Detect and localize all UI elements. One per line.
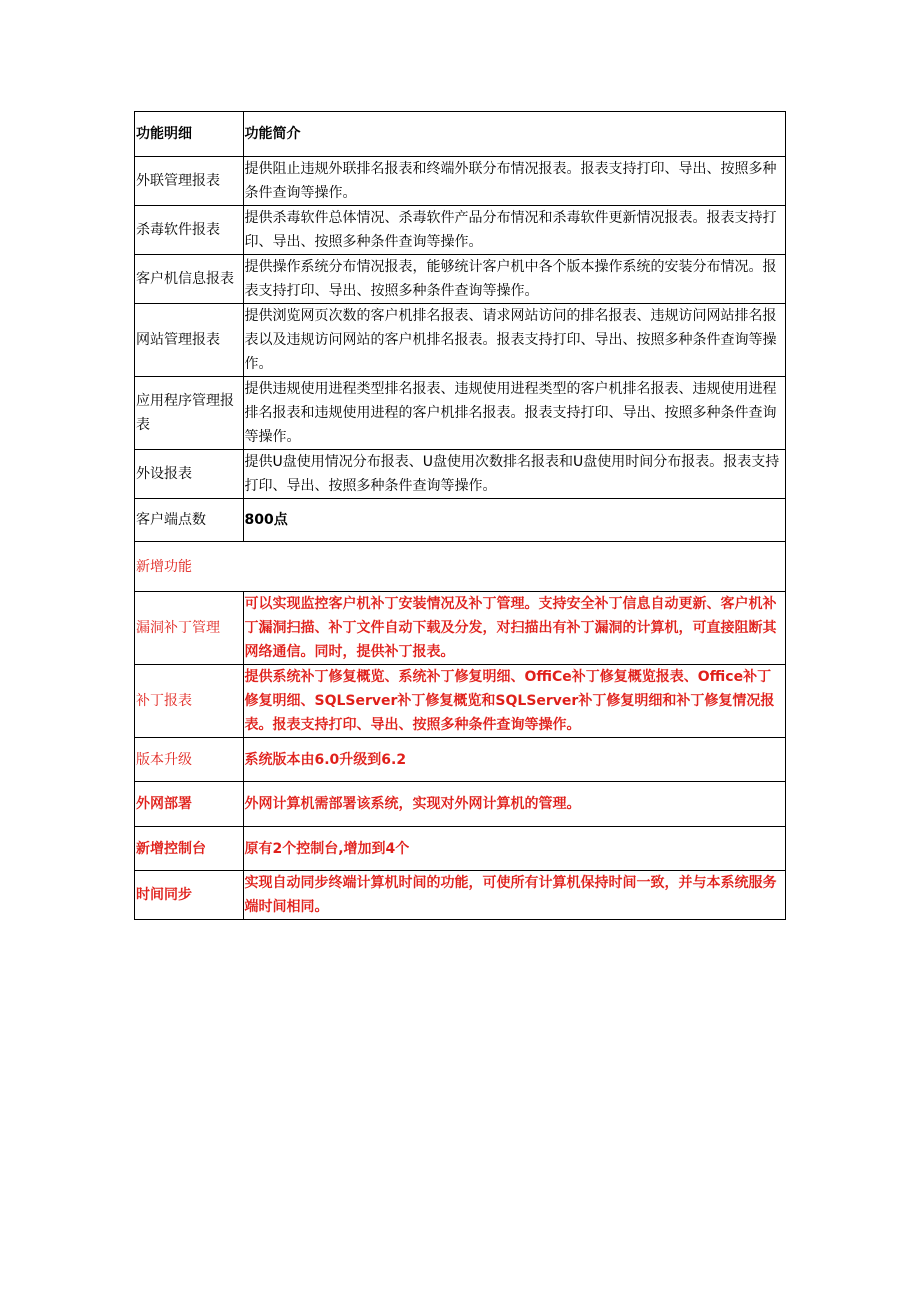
table-row [135,827,786,871]
feature-name-cell: 应用程序管理报表 [135,377,244,450]
table-row [135,206,786,255]
new-feature-name-cell: 新增控制台 [135,827,244,871]
table-row [135,592,786,665]
new-feature-desc-cell: 外网计算机需部署该系统，实现对外网计算机的管理。 [243,782,786,827]
new-feature-desc-cell: 实现自动同步终端计算机时间的功能，可使所有计算机保持时间一致，并与本系统服务端时间相同。 [243,871,786,920]
header-name-cell: 功能明细 [135,112,244,157]
table-row [135,157,786,206]
feature-name-cell: 外联管理报表 [135,157,244,206]
new-feature-desc-cell: 原有2个控制台,增加到4个 [243,827,786,871]
feature-name-cell: 杀毒软件报表 [135,206,244,255]
feature-desc-cell: 提供U盘使用情况分布报表、U盘使用次数排名报表和U盘使用时间分布报表。报表支持打印、导出、按照多种条件查询等操作。 [243,450,786,499]
new-feature-name-cell: 补丁报表 [135,665,244,738]
table-row [135,304,786,377]
feature-desc-cell: 提供杀毒软件总体情况、杀毒软件产品分布情况和杀毒软件更新情况报表。报表支持打印、导出、按照多种条件查询等操作。 [243,206,786,255]
table-header-row [135,112,786,157]
new-feature-name-cell: 漏洞补丁管理 [135,592,244,665]
new-feature-name-cell: 外网部署 [135,782,244,827]
table-row [135,738,786,782]
table-row [135,871,786,920]
table-row [135,499,786,542]
client-count-cell: 800点 [243,499,786,542]
feature-name-cell: 外设报表 [135,450,244,499]
new-feature-desc-cell: 提供系统补丁修复概览、系统补丁修复明细、OffiCe补丁修复概览报表、Office补丁修复明细、SQLServer补丁修复概览和SQLServer补丁修复明细和补丁修复情况报表。报表支持打印、导出、按照多种条件查询等操作。 [243,665,786,738]
new-feature-name-cell: 版本升级 [135,738,244,782]
table-row [135,450,786,499]
table-row [135,377,786,450]
feature-desc-cell: 提供违规使用进程类型排名报表、违规使用进程类型的客户机排名报表、违规使用进程排名报表和违规使用进程的客户机排名报表。报表支持打印、导出、按照多种条件查询等操作。 [243,377,786,450]
table-row [135,255,786,304]
feature-desc-cell: 提供操作系统分布情况报表，能够统计客户机中各个版本操作系统的安装分布情况。报表支持打印、导出、按照多种条件查询等操作。 [243,255,786,304]
new-feature-name-cell: 时间同步 [135,871,244,920]
feature-name-cell: 客户机信息报表 [135,255,244,304]
feature-name-cell: 客户端点数 [135,499,244,542]
new-feature-desc-cell: 可以实现监控客户机补丁安装情况及补丁管理。支持安全补丁信息自动更新、客户机补丁漏洞扫描、补丁文件自动下载及分发，对扫描出有补丁漏洞的计算机，可直接阻断其网络通信。同时，提供补丁报表。 [243,592,786,665]
feature-desc-cell: 提供阻止违规外联排名报表和终端外联分布情况报表。报表支持打印、导出、按照多种条件查询等操作。 [243,157,786,206]
feature-desc-cell: 提供浏览网页次数的客户机排名报表、请求网站访问的排名报表、违规访问网站排名报表以及违规访问网站的客户机排名报表。报表支持打印、导出、按照多种条件查询等操作。 [243,304,786,377]
new-feature-desc-cell: 系统版本由6.0升级到6.2 [243,738,786,782]
table-row [135,665,786,738]
table-row [135,782,786,827]
section-title: 新增功能 [135,542,786,592]
section-row [135,542,786,592]
header-desc-cell: 功能简介 [243,112,786,157]
feature-name-cell: 网站管理报表 [135,304,244,377]
feature-table [134,111,786,920]
